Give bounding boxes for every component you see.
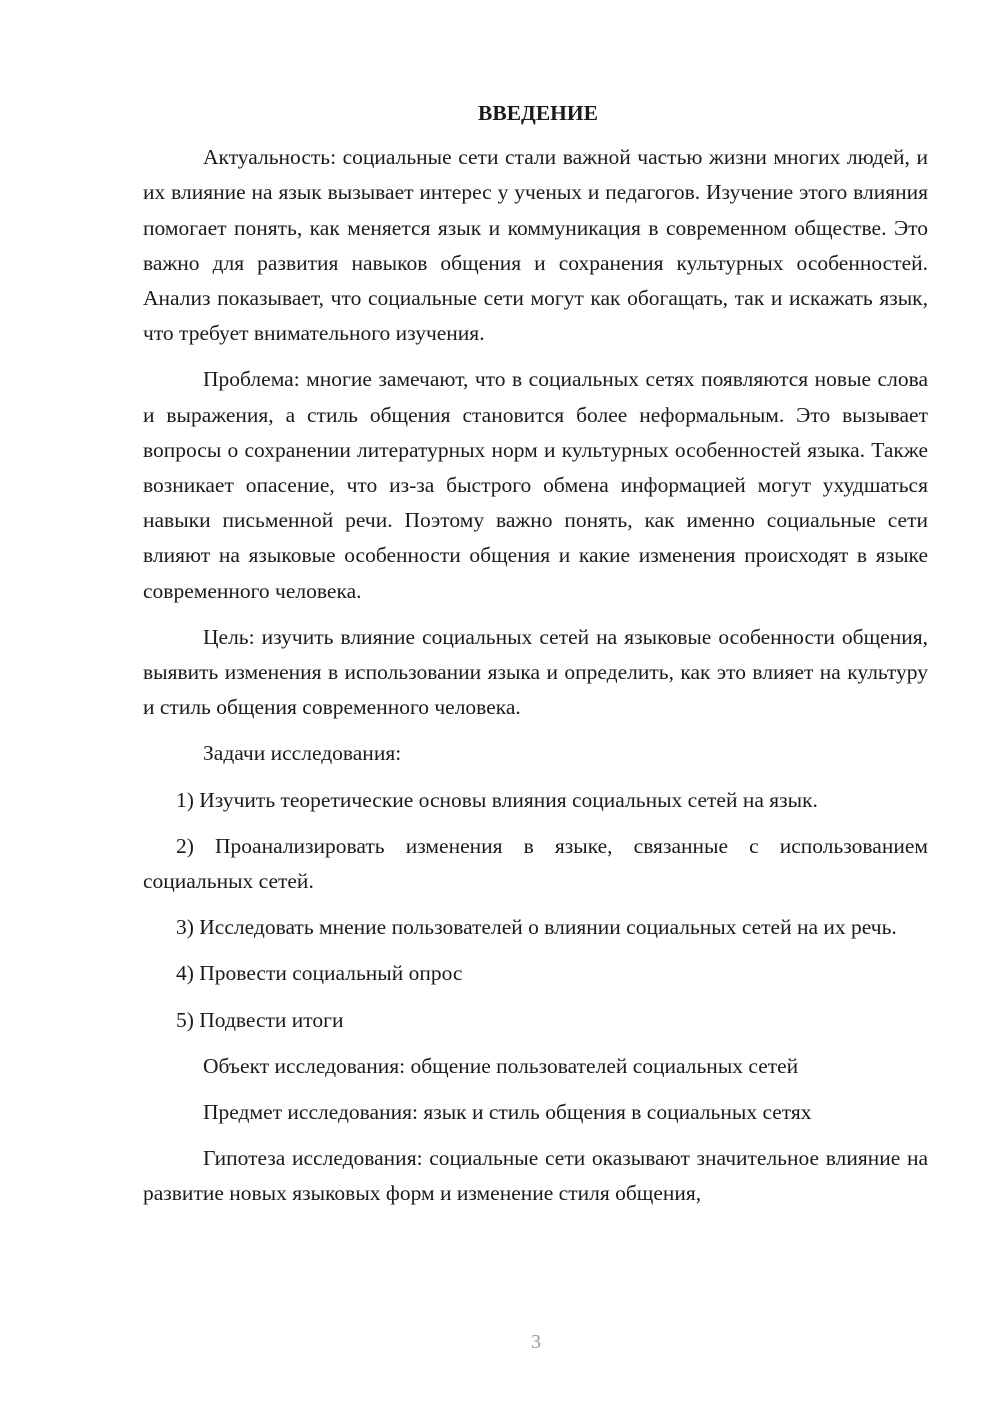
page-number: 3 <box>531 1331 541 1353</box>
task-item-1: 1) Изучить теоретические основы влияния социальных сетей на язык. <box>176 787 818 812</box>
relevance-paragraph: Актуальность: социальные сети стали важной частью жизни многих людей, и их влияние на язык вызывает интерес у ученых и педагогов. Изучение этого влияния помогает понять, как меняется язык и коммуникация в современном обществе. Это важно для развития навыков общения и сохранения культурных особенностей. Анализ показывает, что социальные сети могут как обогащать, так и искажать язык, что требует внимательного изучения. <box>143 145 928 346</box>
subject-paragraph: Предмет исследования: язык и стиль общения в социальных сетях <box>203 1100 812 1125</box>
problem-paragraph: Проблема: многие замечают, что в социальных сетях появляются новые слова и выражения, а стиль общения становится более неформальным. Это вызывает вопросы о сохранении литературных норм и культурных особенностей языка. Также возникает опасение, что из-за быстрого обмена информацией могут ухудшаться навыки письменной речи. Поэтому важно понять, как именно социальные сети влияют на языковые особенности общения и какие изменения происходят в языке современного человека. <box>143 367 928 603</box>
task-item-5: 5) Подвести итоги <box>176 1007 344 1032</box>
tasks-heading: Задачи исследования: <box>203 741 402 766</box>
goal-paragraph: Цель: изучить влияние социальных сетей на языковые особенности общения, выявить изменения в использовании языка и определить, как это влияет на культуру и стиль общения современного человека. <box>143 624 928 720</box>
task-item-2: 2) Проанализировать изменения в языке, связанные с использованием социальных сетей. <box>143 833 928 894</box>
page-content <box>143 96 928 1212</box>
task-item-4: 4) Провести социальный опрос <box>176 961 463 986</box>
task-item-3: 3) Исследовать мнение пользователей о влиянии социальных сетей на их речь. <box>176 915 897 940</box>
hypothesis-paragraph: Гипотеза исследования: социальные сети оказывают значительное влияние на развитие новых языковых форм и изменение стиля общения, <box>143 1146 928 1206</box>
section-title: ВВЕДЕНИЕ <box>478 101 598 125</box>
object-paragraph: Объект исследования: общение пользователей социальных сетей <box>203 1053 799 1078</box>
